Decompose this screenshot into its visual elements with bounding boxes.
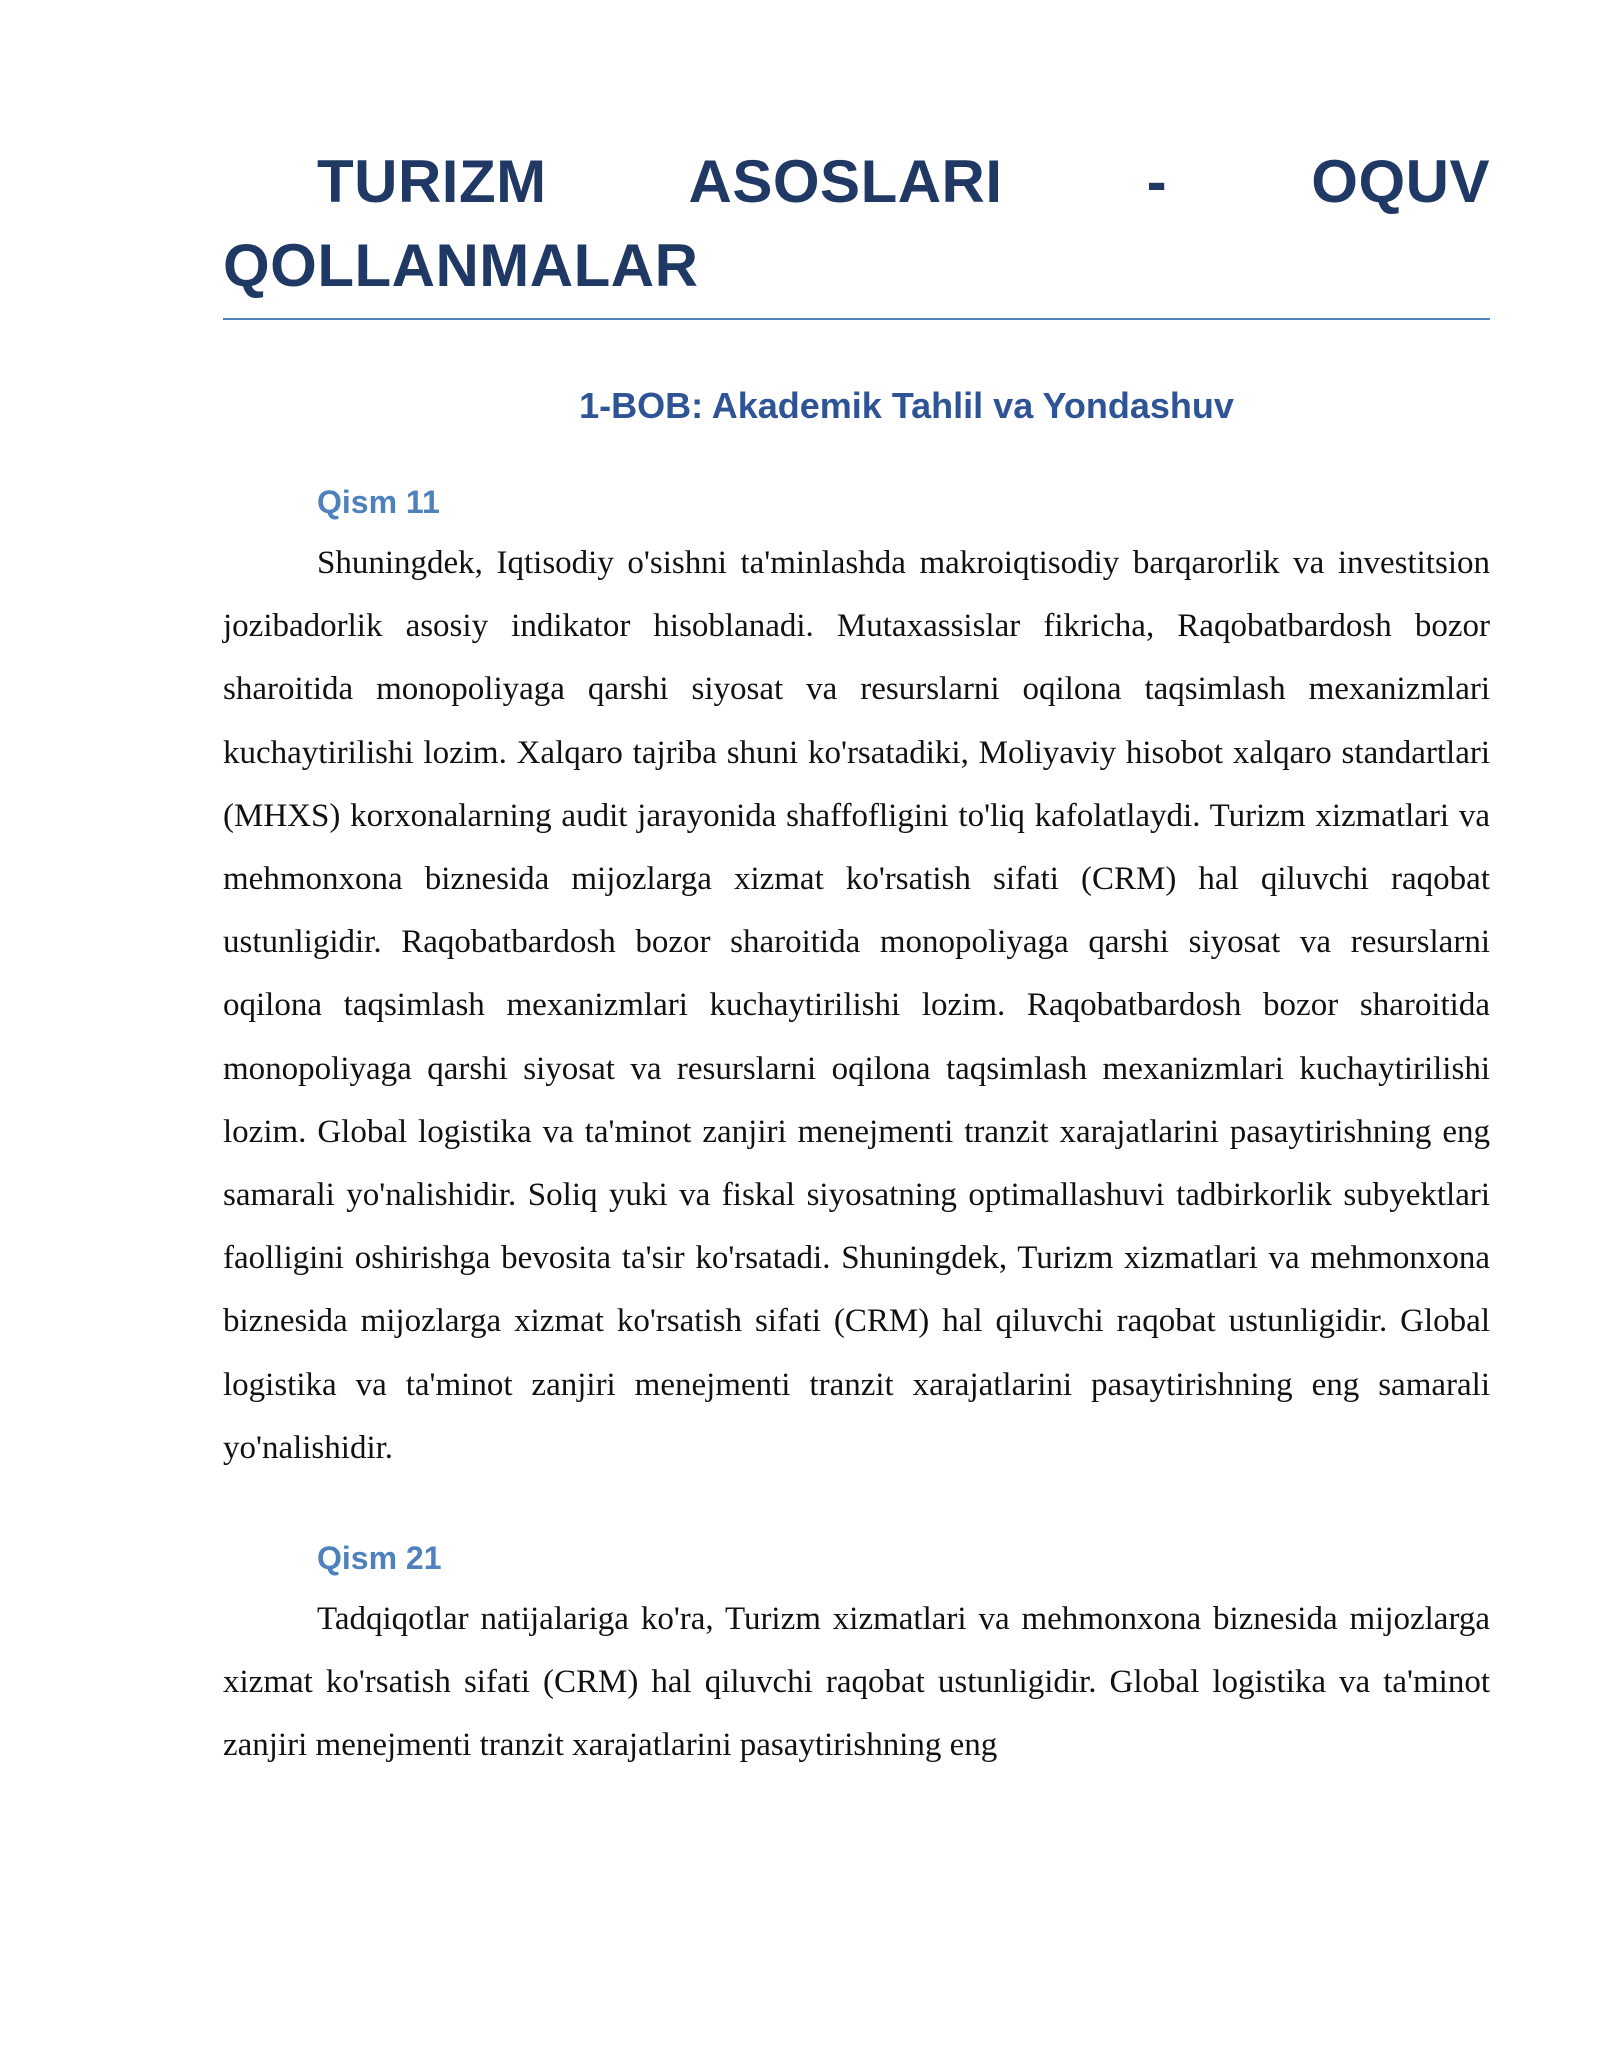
page-content [223, 140, 1490, 1778]
section-heading-1: Qism 11 [317, 484, 440, 520]
chapter-title: 1-BOB: Akademik Tahlil va Yondashuv [579, 385, 1234, 426]
document-title: TURIZM ASOSLARI - OQUV QOLLANMALAR [223, 140, 1490, 320]
section-paragraph-2: Tadqiqotlar natijalariga ko'ra, Turizm xizmatlari va mehmonxona biznesida mijozlarga xizmat ko'rsatish sifati (CRM) hal qiluvchi raqobat ustunligidir. Global logistika va ta'minot zanjiri menejmenti tranzit xarajatlarini pasaytirishning eng [223, 1601, 1490, 1764]
section-heading-2: Qism 21 [317, 1540, 442, 1577]
section-paragraph-1: Shuningdek, Iqtisodiy o'sishni ta'minlashda makroiqtisodiy barqarorlik va investitsion jozibadorlik asosiy indikator hisoblanadi. Mutaxassislar fikricha, Raqobatbardosh bozor sharoitida monopoliyaga qarshi siyosat va resurslarni oqilona taqsimlash mexanizmlari kuchaytirilishi lozim. Xalqaro tajriba shuni ko'rsatadiki, Moliyaviy hisobot xalqaro standartlari (MHXS) korxonalarning audit jarayonida shaffofligini to'liq kafolatlaydi. Turizm xizmatlari va mehmonxona biznesida mijozlarga xizmat ko'rsatish sifati (CRM) hal qiluvchi raqobat ustunligidir. Raqobatbardosh bozor sharoitida monopoliyaga qarshi siyosat va resurslarni oqilona taqsimlash mexanizmlari kuchaytirilishi lozim. Raqobatbardosh bozor sharoitida monopoliyaga qarshi siyosat va resurslarni oqilona taqsimlash mexanizmlari kuchaytirilishi lozim. Global logistika va ta'minot zanjiri menejmenti tranzit xarajatlarini pasaytirishning eng samarali yo'nalishidir. Soliq yuki va fiskal siyosatning optimallashuvi tadbirkorlik subyektlari faolligini oshirishga bevosita ta'sir ko'rsatadi. Shuningdek, Turizm xizmatlari va mehmonxona biznesida mijozlarga xizmat ko'rsatish sifati (CRM) hal qiluvchi raqobat ustunligidir. Global logistika va ta'minot zanjiri menejmenti tranzit xarajatlarini pasaytirishning eng samarali yo'nalishidir. [223, 545, 1490, 1466]
